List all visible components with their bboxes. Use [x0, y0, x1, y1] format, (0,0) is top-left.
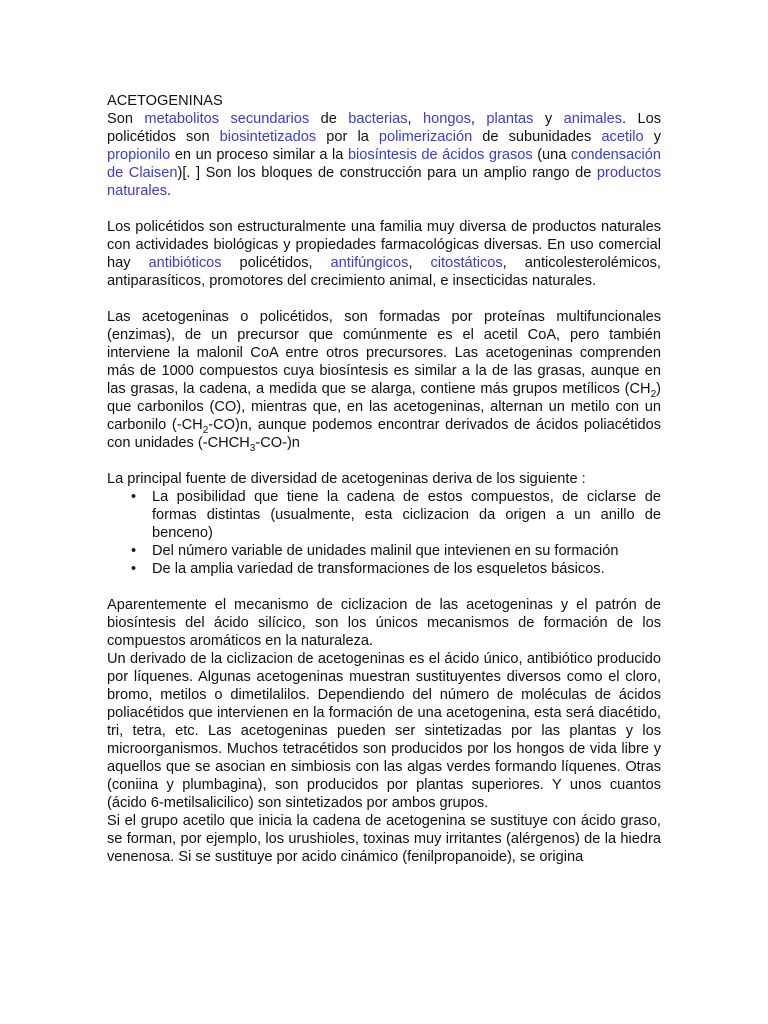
text-run: )[. ] Son los bloques de construcción para un amplio rango de [177, 165, 597, 181]
text-run: por la [316, 129, 379, 145]
inline-link[interactable]: productos naturales [107, 165, 661, 199]
diversity-list [107, 488, 661, 578]
text-run: y [643, 129, 662, 145]
inline-link[interactable]: plantas [486, 111, 534, 127]
inline-link[interactable]: bacterias [348, 111, 408, 127]
text-run: . Los policétidos son [107, 111, 662, 145]
inline-link[interactable]: citostáticos [430, 255, 503, 271]
text-run: en un proceso similar a la [170, 147, 348, 163]
inline-link[interactable]: condensación de Claisen [107, 147, 661, 181]
paragraph-diversity-intro: La principal fuente de diversidad de acetogeninas deriva de los siguiente : [107, 471, 586, 487]
inline-link[interactable]: propionilo [107, 147, 171, 163]
text-run: , anticolesterolémicos, antiparasíticos, promotores del crecimiento animal, e insecticidas naturales. [107, 255, 661, 289]
document-body [107, 92, 661, 866]
paragraph-substitution: Si el grupo acetilo que inicia la cadena de acetogenina se sustituye con ácido graso, se forman, por ejemplo, los urushioles, toxinas muy irritantes (alérgenos) de la hiedra venenosa. Si se sustituye por acido cinámico (fenilpropanoide), se origina [107, 813, 661, 865]
inline-link[interactable]: antibióticos [148, 255, 222, 271]
inline-link[interactable]: biosíntesis de ácidos grasos [347, 147, 533, 163]
inline-link[interactable]: animales [563, 111, 623, 127]
paragraph-intro [107, 110, 661, 200]
text-run: de subunidades [472, 129, 602, 145]
text-run: de [309, 111, 349, 127]
inline-link[interactable]: hongos [423, 111, 471, 127]
text-run: , [408, 255, 431, 271]
inline-link[interactable]: antifúngicos [330, 255, 409, 271]
text-run: policétidos, [221, 255, 331, 271]
inline-link[interactable]: metabolitos secundarios [144, 111, 310, 127]
paragraph-mechanism: Aparentemente el mecanismo de ciclizacion de las acetogeninas y el patrón de biosíntesis del ácido silícico, son los únicos mecanismos de formación de los compuestos aromáticos en la naturaleza. [107, 597, 661, 649]
document-title: ACETOGENINAS [107, 93, 223, 109]
list-item: • Del número variable de unidades malinil que intevienen en su formación [152, 542, 661, 560]
list-item: • De la amplia variedad de transformaciones de los esqueletos básicos. [152, 560, 661, 578]
paragraph-composition: Las acetogeninas o policétidos, son formadas por proteínas multifuncionales (enzimas), de un precursor que comúnmente es el acetil CoA, pero también interviene la malonil CoA entre otros precursores. Las acetogeninas comprenden más de 1000 compuestos cuya biosíntesis es similar a la de las grasas, aunque en las grasas, la cadena, a medida que se alarga, contiene más grupos metílicos $(CH_2)$ que carbonilos (CO), mientras que, en las acetogeninas, alternan un metilo con un carbonilo $(-CH_2-CO)n$, aunque podemos encontrar derivados de ácidos poliacétidos con unidades $(-CHCH_3-CO-)n$ [107, 309, 662, 454]
inline-link[interactable]: polimerización [378, 129, 473, 145]
text-run: (una [532, 147, 571, 163]
text-run: Son [107, 111, 145, 127]
paragraph-derivatives: Un derivado de la ciclizacion de acetogeninas es el ácido único, antibiótico producido por líquenes. Algunas acetogeninas muestran sustituyentes diversos como el cloro, bromo, metilos o dimetilalilos. Dependiendo del número de moléculas de ácidos poliacétidos que intervienen en la formación de una acetogenina, esta será diacétido, tri, tetra, etc. Las acetogeninas pueden ser sintetizadas por las plantas y los microorganismos. Muchos tetracétidos son producidos por los hongos de vida libre y aquellos que se asocian en simbiosis con las algas verdes formando líquenes. Otras (coniina y plumbagina), son producidos por plantas superiores. Y unos cuantos (ácido 6-metilsalicilico) son sintetizados por ambos grupos. [107, 651, 661, 811]
text-run: , [470, 111, 487, 127]
text-run: . [167, 183, 172, 199]
text-run: Los policétidos son estructuralmente una familia muy diversa de productos naturales con actividades biológicas y propiedades farmacológicas diversas. En uso comercial hay [107, 219, 661, 271]
inline-link[interactable]: acetilo [601, 129, 644, 145]
inline-link[interactable]: biosintetizados [219, 129, 317, 145]
text-run: y [533, 111, 564, 127]
paragraph-uses [107, 218, 661, 290]
list-item: • La posibilidad que tiene la cadena de estos compuestos, de ciclarse de formas distintas (usualmente, esta ciclizacion da origen a un anillo de benceno) [152, 488, 661, 542]
text-run: , [407, 111, 423, 127]
